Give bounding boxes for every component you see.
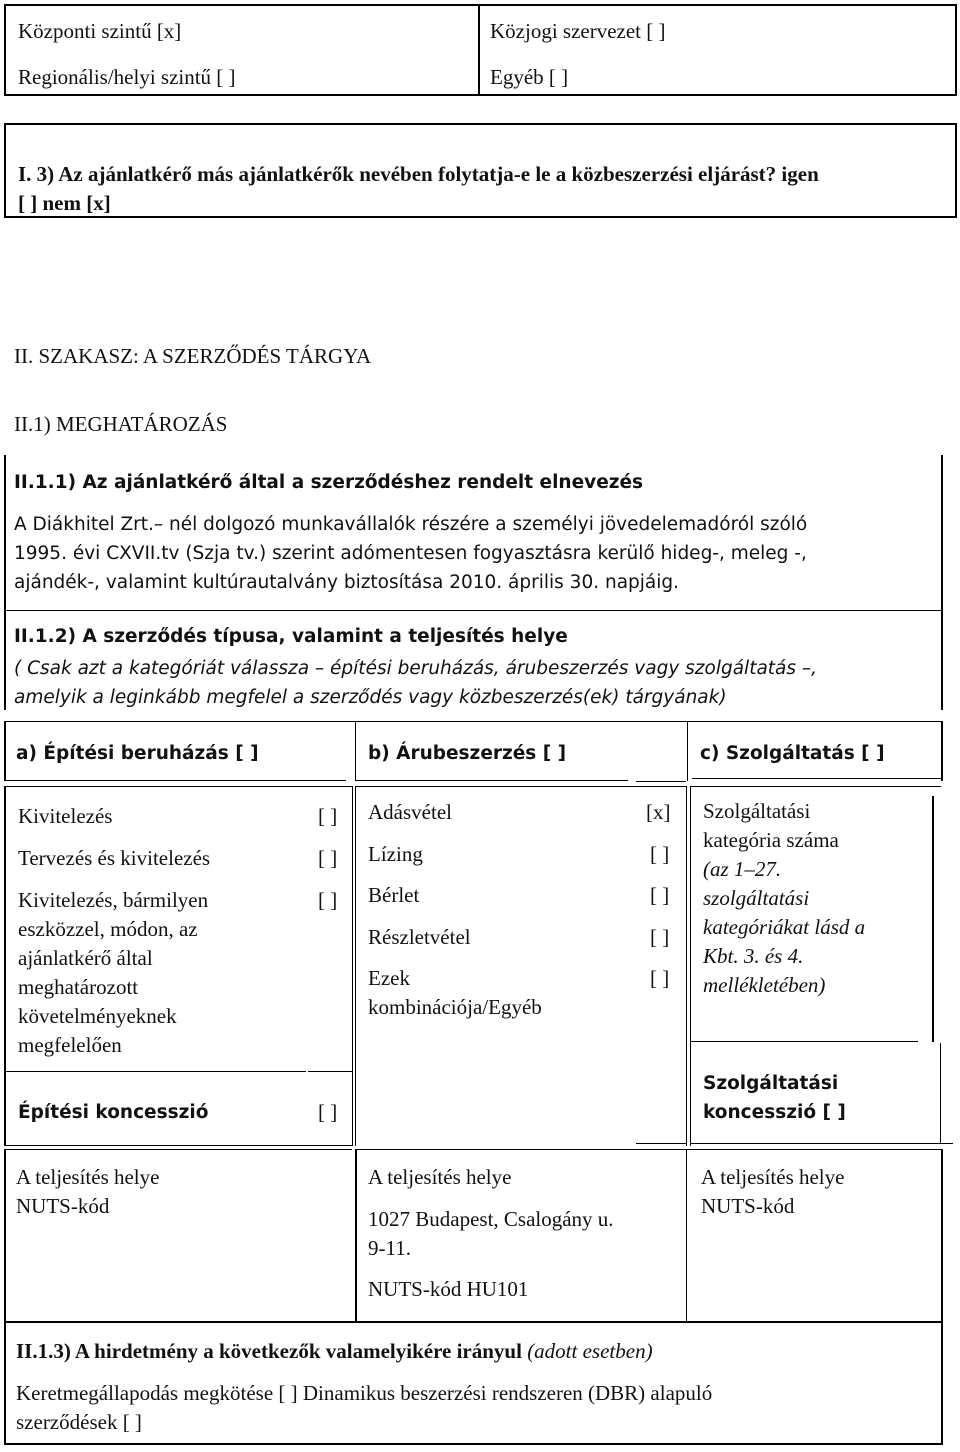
- ii-1-3-heading-note: (adott esetben): [527, 1339, 653, 1363]
- works-continuation-1: eszközzel, módon, az: [18, 917, 198, 941]
- ii-1-2-note-2: amelyik a leginkább megfelel a szerződés vagy közbeszerzés(ek) tárgyának): [14, 687, 727, 708]
- ii-1-3-heading: II.1.3) A hirdetmény a következők valamelyikére irányul: [16, 1339, 522, 1363]
- supplies-hire-purchase: Részletvétel: [368, 925, 471, 949]
- place-b-nuts: NUTS-kód HU101: [368, 1277, 529, 1301]
- col-b-supplies: b) Árubeszerzés [ ]: [368, 743, 567, 764]
- supplies-combination-mark: [ ]: [650, 966, 670, 990]
- place-a-nuts: NUTS-kód: [16, 1194, 110, 1218]
- works-continuation-3: meghatározott: [18, 975, 139, 999]
- services-note-1: (az 1–27.: [703, 857, 782, 881]
- works-continuation-5: megfelelően: [18, 1033, 122, 1057]
- supplies-lease-mark: [ ]: [650, 842, 670, 866]
- supplies-lease: Lízing: [368, 842, 423, 866]
- supplies-purchase-mark: [x]: [646, 800, 671, 824]
- ii-1-1-line-3: ajándék-, valamint kultúrautalvány biztosítása 2010. április 30. napjáig.: [14, 572, 680, 593]
- place-c-nuts: NUTS-kód: [701, 1194, 795, 1218]
- works-continuation-2: ajánlatkérő által: [18, 946, 153, 970]
- works-item-construction-mark: [ ]: [318, 804, 338, 828]
- ii-1-3-line-1: Keretmegállapodás megkötése [ ] Dinamikus beszerzési rendszeren (DBR) alapuló: [16, 1381, 713, 1405]
- place-a-label: A teljesítés helye: [16, 1165, 160, 1189]
- supplies-purchase: Adásvétel: [368, 800, 452, 824]
- col-c-services: c) Szolgáltatás [ ]: [700, 743, 885, 764]
- works-item-construction: Kivitelezés: [18, 804, 113, 828]
- services-note-3: kategóriákat lásd a: [703, 915, 866, 939]
- ii-1-2-note-1: ( Csak azt a kategóriát válassza – építési beruházás, árubeszerzés vagy szolgáltatás –,: [14, 658, 818, 679]
- services-category-label-2: kategória száma: [703, 828, 839, 852]
- ii-1-1-heading: II.1.1) Az ajánlatkérő által a szerződéshez rendelt elnevezés: [14, 472, 644, 493]
- place-b-address-2: 9-11.: [368, 1236, 411, 1260]
- section-i3-answer: [ ] nem [x]: [18, 191, 111, 215]
- services-concession-2: koncesszió [ ]: [703, 1102, 846, 1123]
- services-note-2: szolgáltatási: [703, 886, 810, 910]
- works-concession-label: Építési koncesszió: [18, 1102, 209, 1123]
- works-item-any-means: Kivitelezés, bármilyen: [18, 888, 209, 912]
- supplies-combination: Ezek: [368, 966, 410, 990]
- works-item-design-build-mark: [ ]: [318, 846, 338, 870]
- services-note-5: mellékletében): [703, 973, 826, 997]
- org-type-public-body: Közjogi szervezet [ ]: [490, 19, 666, 43]
- place-c-label: A teljesítés helye: [701, 1165, 845, 1189]
- section-ii-subtitle: II.1) MEGHATÁROZÁS: [14, 412, 228, 436]
- place-b-address-1: 1027 Budapest, Csalogány u.: [368, 1207, 614, 1231]
- org-type-other: Egyéb [ ]: [490, 65, 569, 89]
- supplies-combination-continuation: kombinációja/Egyéb: [368, 995, 542, 1019]
- ii-1-3-heading-row: [16, 1337, 653, 1366]
- services-concession-1: Szolgáltatási: [703, 1073, 839, 1094]
- supplies-rental: Bérlet: [368, 883, 420, 907]
- ii-1-1-line-2: 1995. évi CXVII.tv (Szja tv.) szerint adómentesen fogyasztásra kerülő hideg-, meleg -,: [14, 543, 807, 564]
- ii-1-1-line-1: A Diákhitel Zrt.– nél dolgozó munkavállalók részére a személyi jövedelemadóról szóló: [14, 514, 808, 535]
- works-item-any-means-mark: [ ]: [318, 888, 338, 912]
- ii-1-3-line-2: szerződések [ ]: [16, 1410, 142, 1434]
- section-i3-question: I. 3) Az ajánlatkérő más ajánlatkérők nevében folytatja-e le a közbeszerzési eljárást? igen: [18, 162, 819, 186]
- ii-1-2-heading: II.1.2) A szerződés típusa, valamint a teljesítés helye: [14, 626, 568, 647]
- works-continuation-4: követelményeknek: [18, 1004, 177, 1028]
- org-type-regional: Regionális/helyi szintű [ ]: [18, 65, 236, 89]
- works-concession-mark: [ ]: [318, 1100, 338, 1124]
- supplies-rental-mark: [ ]: [650, 883, 670, 907]
- col-a-works: a) Építési beruházás [ ]: [16, 743, 259, 764]
- services-category-label-1: Szolgáltatási: [703, 799, 811, 823]
- place-b-label: A teljesítés helye: [368, 1165, 512, 1189]
- supplies-hire-purchase-mark: [ ]: [650, 925, 670, 949]
- org-type-central: Központi szintű [x]: [18, 19, 182, 43]
- services-note-4: Kbt. 3. és 4.: [703, 944, 804, 968]
- works-item-design-build: Tervezés és kivitelezés: [18, 846, 211, 870]
- section-ii-title: II. SZAKASZ: A SZERZŐDÉS TÁRGYA: [14, 344, 372, 368]
